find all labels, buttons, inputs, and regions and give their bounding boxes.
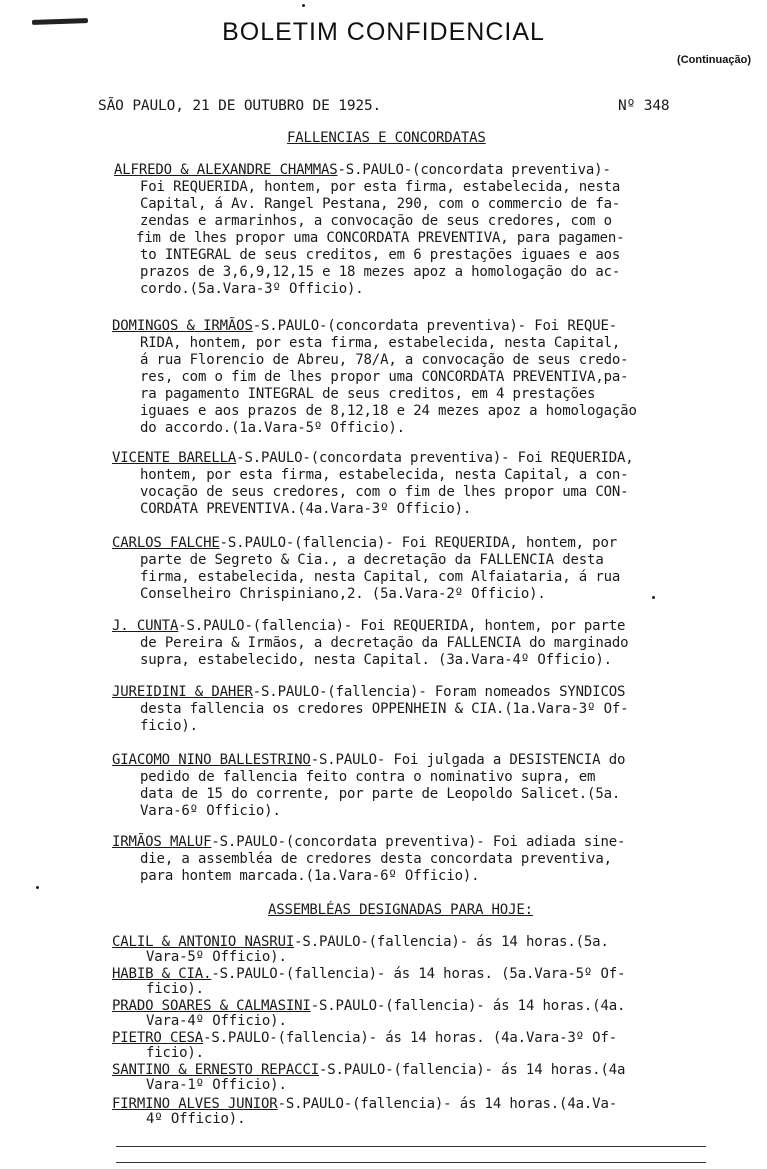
entry-name: PRADO SOARES & CALMASINI (112, 998, 311, 1014)
entry-text: -S.PAULO-(fallencia)- ás 14 horas. (4a.Vara-3º Of- (203, 1030, 618, 1046)
entry-name: FIRMINO ALVES JUNIOR (112, 1096, 278, 1112)
entry-name: PIETRO CESA (112, 1030, 204, 1046)
entry-text: -S.PAULO-(fallencia)- Foi REQUERIDA, hontem, por parte (178, 618, 626, 634)
entry-line: do accordo.(1a.Vara-5º Officio). (140, 420, 405, 436)
entry-line: parte de Segreto & Cia., a decretação da FALLENCIA desta (140, 552, 604, 568)
entry-first-line (112, 934, 609, 950)
section-heading-fallencias: FALLENCIAS E CONCORDATAS (287, 130, 486, 146)
entry-line: ficio). (140, 718, 198, 734)
entry-text: -S.PAULO-(fallencia)- ás 14 horas.(5a. (294, 934, 609, 950)
entry-first-line (112, 535, 617, 551)
entry-line: fim de lhes propor uma CONCORDATA PREVENTIVA, para pagamen- (136, 230, 625, 246)
section-heading-assembleas: ASSEMBLÉAS DESIGNADAS PARA HOJE: (268, 902, 533, 918)
entry-text: -S.PAULO-(concordata preventiva)- Foi REQUE- (252, 318, 618, 334)
entry-text: -S.PAULO-(concordata preventiva)- Foi adiada sine- (211, 834, 626, 850)
entry-name: HABIB & CIA. (112, 966, 212, 982)
entry-line: Vara-4º Officio). (146, 1013, 287, 1029)
entry-line: Vara-6º Officio). (140, 803, 281, 819)
entry-first-line (112, 998, 625, 1014)
entry-line: para hontem marcada.(1a.Vara-6º Officio). (140, 868, 480, 884)
date-line: SÃO PAULO, 21 DE OUTUBRO DE 1925. (98, 98, 382, 114)
document-title: BOLETIM CONFIDENCIAL (222, 18, 545, 46)
entry-line: á rua Florencio de Abreu, 78/A, a convocação de seus credo- (140, 352, 629, 368)
entry-text: -S.PAULO- Foi julgada a DESISTENCIA do (310, 752, 626, 768)
entry-line: ficio). (146, 981, 204, 997)
entry-first-line (112, 1096, 617, 1112)
entry-first-line (112, 1062, 625, 1078)
entry-first-line (114, 162, 611, 178)
entry-line: de Pereira & Irmãos, a decretação da FALLENCIA do marginado (140, 635, 629, 651)
entry-line: RIDA, hontem, por esta firma, estabelecida, nesta Capital, (140, 335, 621, 351)
entry-line: die, a assembléa de credores desta concordata preventiva, (140, 851, 612, 867)
entry-first-line (112, 752, 625, 768)
entry-text: -S.PAULO-(concordata preventiva)- Foi REQUERIDA, (236, 450, 634, 466)
entry-first-line (112, 318, 617, 334)
entry-text: -S.PAULO-(fallencia)- ás 14 horas.(4a.Va- (277, 1096, 618, 1112)
entry-first-line (112, 450, 634, 466)
entry-name: ALFREDO & ALEXANDRE CHAMMAS (114, 162, 338, 178)
entry-line: ficio). (146, 1045, 204, 1061)
entry-text: -S.PAULO-(fallencia)- ás 14 horas. (5a.Vara-5º Of- (211, 966, 626, 982)
entry-name: JUREIDINI & DAHER (112, 684, 253, 700)
entry-line: firma, estabelecida, nesta Capital, com Alfaiataria, á rua (140, 569, 621, 585)
entry-line: pedido de fallencia feito contra o nominativo supra, em (140, 769, 596, 785)
entry-text: -S.PAULO-(fallencia)- ás 14 horas.(4a (318, 1062, 626, 1078)
entry-line: iguaes e aos prazos de 8,12,18 e 24 mezes apoz a homologação (140, 403, 637, 419)
entry-line: Foi REQUERIDA, hontem, por esta firma, estabelecida, nesta (140, 179, 621, 195)
entry-line: desta fallencia os credores OPPENHEIN & CIA.(1a.Vara-3º Of- (140, 701, 629, 717)
entry-name: VICENTE BARELLA (112, 450, 237, 466)
closing-rule (116, 1146, 706, 1147)
entry-first-line (112, 618, 625, 634)
entry-first-line (112, 966, 625, 982)
entry-first-line (112, 1030, 617, 1046)
ink-dot (652, 596, 655, 599)
entry-line: data de 15 do corrente, por parte de Leopoldo Salicet.(5a. (140, 786, 621, 802)
entry-name: CARLOS FALCHE (112, 535, 220, 551)
entry-line: Vara-5º Officio). (146, 949, 287, 965)
entry-name: SANTINO & ERNESTO REPACCI (112, 1062, 319, 1078)
entry-text: -S.PAULO-(fallencia)- Foi REQUERIDA, hontem, por (219, 535, 618, 551)
entry-line: hontem, por esta firma, estabelecida, nesta Capital, a con- (140, 467, 629, 483)
entry-name: DOMINGOS & IRMÃOS (112, 318, 253, 334)
entry-text: -S.PAULO-(fallencia)- ás 14 horas.(4a. (310, 998, 626, 1014)
entry-line: zendas e armarinhos, a convocação de seus credores, com o (140, 213, 612, 229)
continuation-label: (Continuação) (677, 54, 751, 66)
closing-rule (116, 1162, 706, 1163)
entry-first-line (112, 834, 625, 850)
entry-line: prazos de 3,6,9,12,15 e 18 mezes apoz a homologação do ac- (140, 264, 621, 280)
entry-name: IRMÃOS MALUF (112, 834, 212, 850)
entry-line: Vara-1º Officio). (146, 1077, 287, 1093)
entry-name: J. CUNTA (112, 618, 179, 634)
entry-line: supra, estabelecido, nesta Capital. (3a.Vara-4º Officio). (140, 652, 612, 668)
entry-line: res, com o fim de lhes propor uma CONCORDATA PREVENTIVA,pa- (140, 369, 629, 385)
entry-text: -S.PAULO-(concordata preventiva)- (337, 162, 611, 178)
entry-line: ra pagamento INTEGRAL de seus creditos, em 4 prestações (140, 386, 596, 402)
entry-text: -S.PAULO-(fallencia)- Foram nomeados SYNDICOS (252, 684, 626, 700)
entry-name: GIACOMO NINO BALLESTRINO (112, 752, 311, 768)
ink-dot (302, 4, 305, 7)
entry-line: to INTEGRAL de seus creditos, em 6 prestações iguaes e aos (140, 247, 621, 263)
entry-line: Conselheiro Chrispiniano,2. (5a.Vara-2º Officio). (140, 586, 546, 602)
bulletin-number: Nº 348 (618, 98, 670, 114)
entry-first-line (112, 684, 625, 700)
entry-line: vocação de seus credores, com o fim de lhes propor uma CON- (140, 484, 629, 500)
entry-line: 4º Officio). (146, 1111, 246, 1127)
ink-dot (36, 886, 39, 889)
entry-line: CORDATA PREVENTIVA.(4a.Vara-3º Officio). (140, 501, 472, 517)
entry-line: cordo.(5a.Vara-3º Officio). (140, 281, 364, 297)
entry-name: CALIL & ANTONIO NASRUI (112, 934, 295, 950)
entry-line: Capital, á Av. Rangel Pestana, 290, com o commercio de fa- (140, 196, 621, 212)
